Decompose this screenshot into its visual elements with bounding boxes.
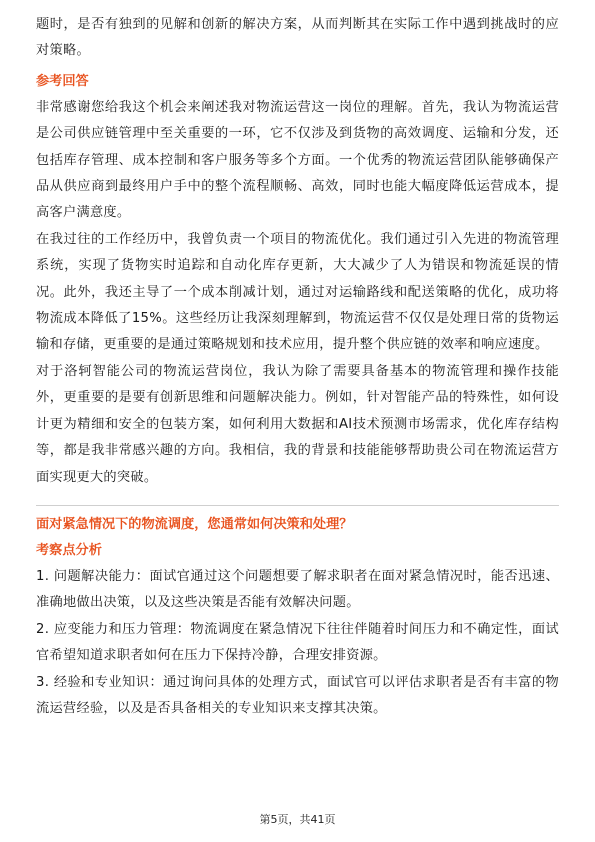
question-title: 面对紧急情况下的物流调度，您通常如何决策和处理？ xyxy=(36,516,353,532)
answer-paragraph-1: 非常感谢您给我这个机会来阐述我对物流运营这一岗位的理解。首先，我认为物流运营是公司供应链管理中至关重要的一环，它不仅涉及到货物的高效调度、运输和分发，还包括库存管理、成本控制和客户服务等多个方面。一个优秀的物流运营团队能够确保产品从供应商到最终用户手中的整个流程顺畅、高效，同时也能大幅度降低运营成本，提高客户满意度。 xyxy=(36,99,559,221)
answer-paragraph-2: 在我过往的工作经历中，我曾负责一个项目的物流优化。我们通过引入先进的物流管理系统，实现了货物实时追踪和自动化库存更新，大大减少了人为错误和物流延误的情况。此外，我还主导了一个成本削减计划，通过对运输路线和配送策略的优化，成功将物流成本降低了15%。这些经历让我深刻理解到，物流运营不仅仅是处理日常的货物运输和存储，更重要的是通过策略规划和技术应用，提升整个供应链的效率和响应速度。 xyxy=(36,231,559,353)
document-page xyxy=(36,12,559,722)
answer-paragraph-3: 对于洛轲智能公司的物流运营岗位，我认为除了需要具备基本的物流管理和操作技能外，更重要的是要有创新思维和问题解决能力。例如，针对智能产品的特殊性，如何设计更为精细和安全的包装方案，如何利用大数据和AI技术预测市场需求，优化库存结构等，都是我非常感兴趣的方向。我相信，我的背景和技能能够帮助贵公司在物流运营方面实现更大的突破。 xyxy=(36,363,559,485)
analysis-point-1: 1. 问题解决能力：面试官通过这个问题想要了解求职者在面对紧急情况时，能否迅速、准确地做出决策，以及这些决策是否能有效解决问题。 xyxy=(36,568,559,611)
page-number: 第5页，共41页 xyxy=(259,813,336,826)
intro-paragraph: 题时，是否有独到的见解和创新的解决方案，从而判断其在实际工作中遇到挑战时的应对策略。 xyxy=(36,17,559,59)
analysis-point-3: 3. 经验和专业知识：通过询问具体的处理方式，面试官可以评估求职者是否有丰富的物流运营经验，以及是否具备相关的专业知识来支撑其决策。 xyxy=(36,674,559,716)
section-divider xyxy=(36,505,559,506)
analysis-point-2: 2. 应变能力和压力管理：物流调度在紧急情况下往往伴随着时间压力和不确定性，面试官希望知道求职者如何在压力下保持冷静，合理安排资源。 xyxy=(36,621,559,664)
analysis-heading: 考察点分析 xyxy=(36,542,102,558)
reference-answer-heading: 参考回答 xyxy=(36,73,89,89)
